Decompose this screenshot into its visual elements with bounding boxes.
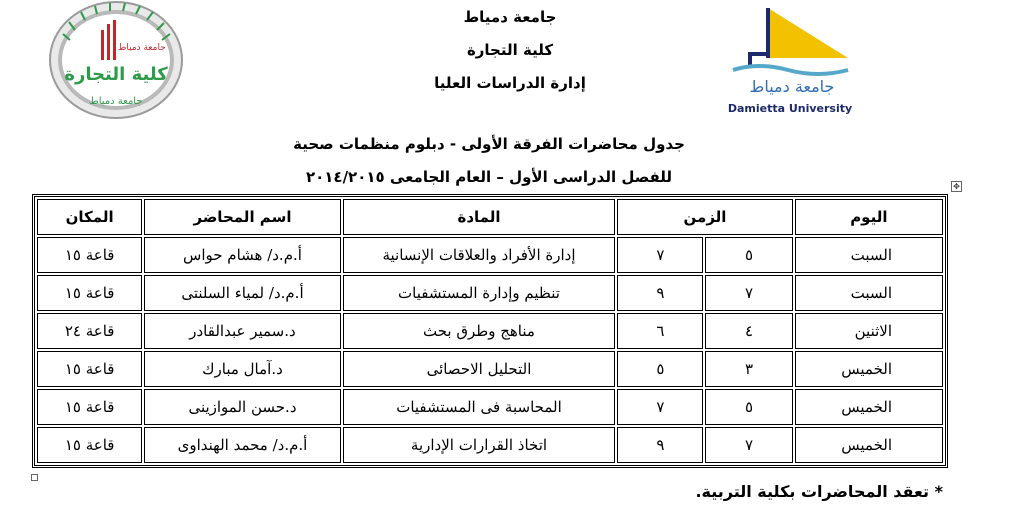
- cell-subject: المحاسبة فى المستشفيات: [343, 389, 616, 425]
- header: [380, 8, 640, 107]
- university-logo-arabic-text: جامعة دمياط: [749, 77, 835, 96]
- header-subject: المادة: [343, 199, 616, 235]
- cell-day: الخميس: [795, 427, 943, 463]
- cell-subject: التحليل الاحصائى: [343, 351, 616, 387]
- header-place: المكان: [37, 199, 142, 235]
- cell-day: السبت: [795, 237, 943, 273]
- cell-day: الخميس: [795, 389, 943, 425]
- table-move-handle-icon[interactable]: ✥: [951, 181, 962, 192]
- header-day: اليوم: [795, 199, 943, 235]
- schedule-subtitle: للفصل الدراسى الأول – العام الجامعى ٢٠١٤/٢٠١٥: [305, 168, 673, 186]
- cell-time-to: ٧: [617, 237, 703, 273]
- header-lecturer: اسم المحاضر: [144, 199, 340, 235]
- cell-time-to: ٩: [617, 427, 703, 463]
- cell-day: السبت: [795, 275, 943, 311]
- cell-time-to: ٧: [617, 389, 703, 425]
- cell-day: الخميس: [795, 351, 943, 387]
- cell-place: قاعة ١٥: [37, 351, 142, 387]
- cell-time-from: ٣: [705, 351, 792, 387]
- cell-place: قاعة ٢٤: [37, 313, 142, 349]
- cell-subject: إدارة الأفراد والعلاقات الإنسانية: [343, 237, 616, 273]
- faculty-name: كلية التجارة: [466, 41, 554, 59]
- table-row: [37, 389, 943, 425]
- schedule-title: جدول محاضرات الفرقة الأولى - دبلوم منظمات صحية: [293, 135, 685, 153]
- cell-lecturer: أ.م.د/ لمياء السلنتى: [144, 275, 340, 311]
- cell-subject: مناهج وطرق بحث: [343, 313, 616, 349]
- table-row: [37, 313, 943, 349]
- cell-subject: اتخاذ القرارات الإدارية: [343, 427, 616, 463]
- table-row: [37, 427, 943, 463]
- cell-lecturer: أ.م.د/ محمد الهنداوى: [144, 427, 340, 463]
- table-row: [37, 275, 943, 311]
- cell-lecturer: د.حسن الموازينى: [144, 389, 340, 425]
- cell-lecturer: د.سمير عبدالقادر: [144, 313, 340, 349]
- faculty-logo-main-text: كلية التجارة: [64, 64, 168, 85]
- faculty-logo-bottom-text: جامعة دمياط: [89, 96, 143, 107]
- cell-subject: تنظيم وإدارة المستشفيات: [343, 275, 616, 311]
- cell-place: قاعة ١٥: [37, 427, 142, 463]
- faculty-logo-top-text: جامعة دمياط: [118, 43, 166, 53]
- cell-place: قاعة ١٥: [37, 275, 142, 311]
- cell-time-to: ٦: [617, 313, 703, 349]
- university-logo-english-text: Damietta University: [728, 102, 853, 115]
- cell-lecturer: أ.م.د/ هشام حواس: [144, 237, 340, 273]
- faculty-logo: [45, 0, 187, 122]
- header-time: الزمن: [617, 199, 792, 235]
- cell-time-from: ٧: [705, 275, 792, 311]
- university-name: جامعة دمياط: [463, 8, 557, 26]
- schedule-table: [32, 194, 948, 468]
- table-row: [37, 237, 943, 273]
- cell-lecturer: د.آمال مبارك: [144, 351, 340, 387]
- university-logo: [728, 6, 853, 118]
- table-resize-handle[interactable]: [31, 474, 38, 481]
- department-name: إدارة الدراسات العليا: [434, 74, 586, 92]
- cell-time-to: ٩: [617, 275, 703, 311]
- cell-time-from: ٤: [705, 313, 792, 349]
- cell-time-from: ٧: [705, 427, 792, 463]
- cell-place: قاعة ١٥: [37, 237, 142, 273]
- table-header-row: [37, 199, 943, 235]
- cell-time-from: ٥: [705, 237, 792, 273]
- cell-time-from: ٥: [705, 389, 792, 425]
- cell-day: الاثنين: [795, 313, 943, 349]
- cell-place: قاعة ١٥: [37, 389, 142, 425]
- cell-time-to: ٥: [617, 351, 703, 387]
- footnote: * تعقد المحاضرات بكلية التربية.: [695, 482, 943, 501]
- table-row: [37, 351, 943, 387]
